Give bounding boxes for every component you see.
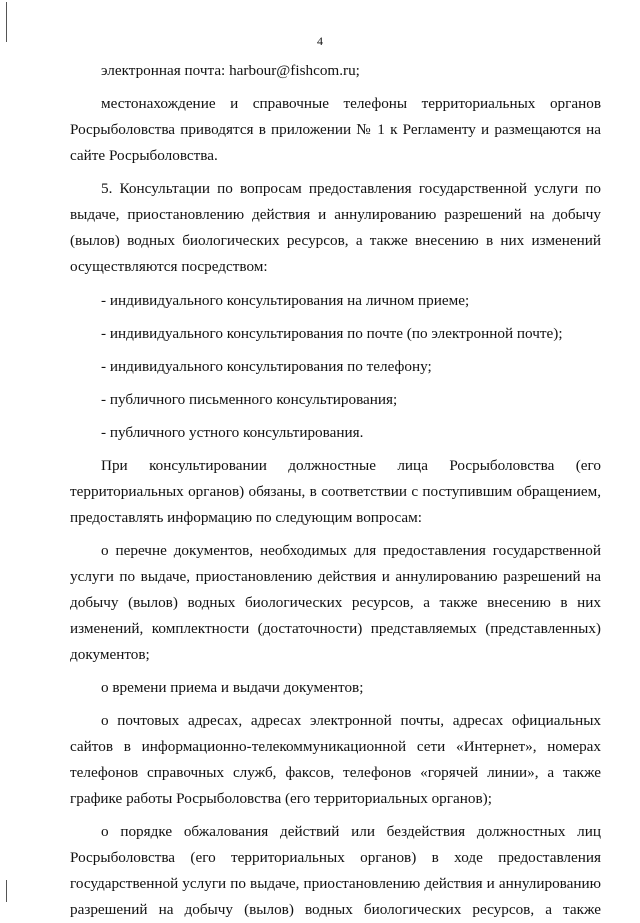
list-item: - индивидуального консультирования по телефону; [101,358,432,375]
list-item: о времени приема и выдачи документов; [101,679,364,696]
consult-forms-list [70,288,601,446]
list-item: о порядке обжалования действий или бездействия должностных лиц Росрыболовства (его территориальных органов) в ходе предоставления государственной услуги по выдаче, приостановлению действия и аннулированию разрешений на добычу (вылов) водных биологических ресурсов, а также [70,823,601,918]
paragraph-consultations: 5. Консультации по вопросам предоставления государственной услуги по выдаче, приостановлению действия и аннулированию разрешений на добычу (вылов) водных биологических ресурсов, а также внесению в них изменений осуществляются посредством: [70,180,601,275]
document-body [70,58,601,923]
list-item: - публичного устного консультирования. [101,424,364,441]
paragraph-location: местонахождение и справочные телефоны территориальных органов Росрыболовства приводятся в приложении № 1 к Регламенту и размещаются на сайте Росрыболовства. [70,95,601,164]
page-number: 4 [317,34,323,48]
list-item: - индивидуального консультирования на личном приеме; [101,292,470,309]
scan-edge-mark [6,880,7,902]
list-item: о перечне документов, необходимых для предоставления государственной услуги по выдаче, приостановлению действия и аннулированию разрешений на добычу (вылов) водных биологических ресурсов, а также внесению в них изменений, комплектности (достаточности) представляемых (представленных) документов; [70,542,601,663]
list-item: о почтовых адресах, адресах электронной почты, адресах официальных сайтов в информационно-телекоммуникационной сети «Интернет», номерах телефонов справочных служб, факсов, телефонов «горячей линии», а также графике работы Росрыболовства (его территориальных органов); [70,712,601,807]
list-item: - публичного письменного консультирования; [101,391,398,408]
paragraph-duties: При консультировании должностные лица Росрыболовства (его территориальных органов) обязаны, в соответствии с поступившим обращением, предоставлять информацию по следующим вопросам: [70,457,601,526]
list-item: - индивидуального консультирования по почте (по электронной почте); [101,325,563,342]
email-line: электронная почта: harbour@fishcom.ru; [101,62,360,79]
topics-list [70,538,601,923]
